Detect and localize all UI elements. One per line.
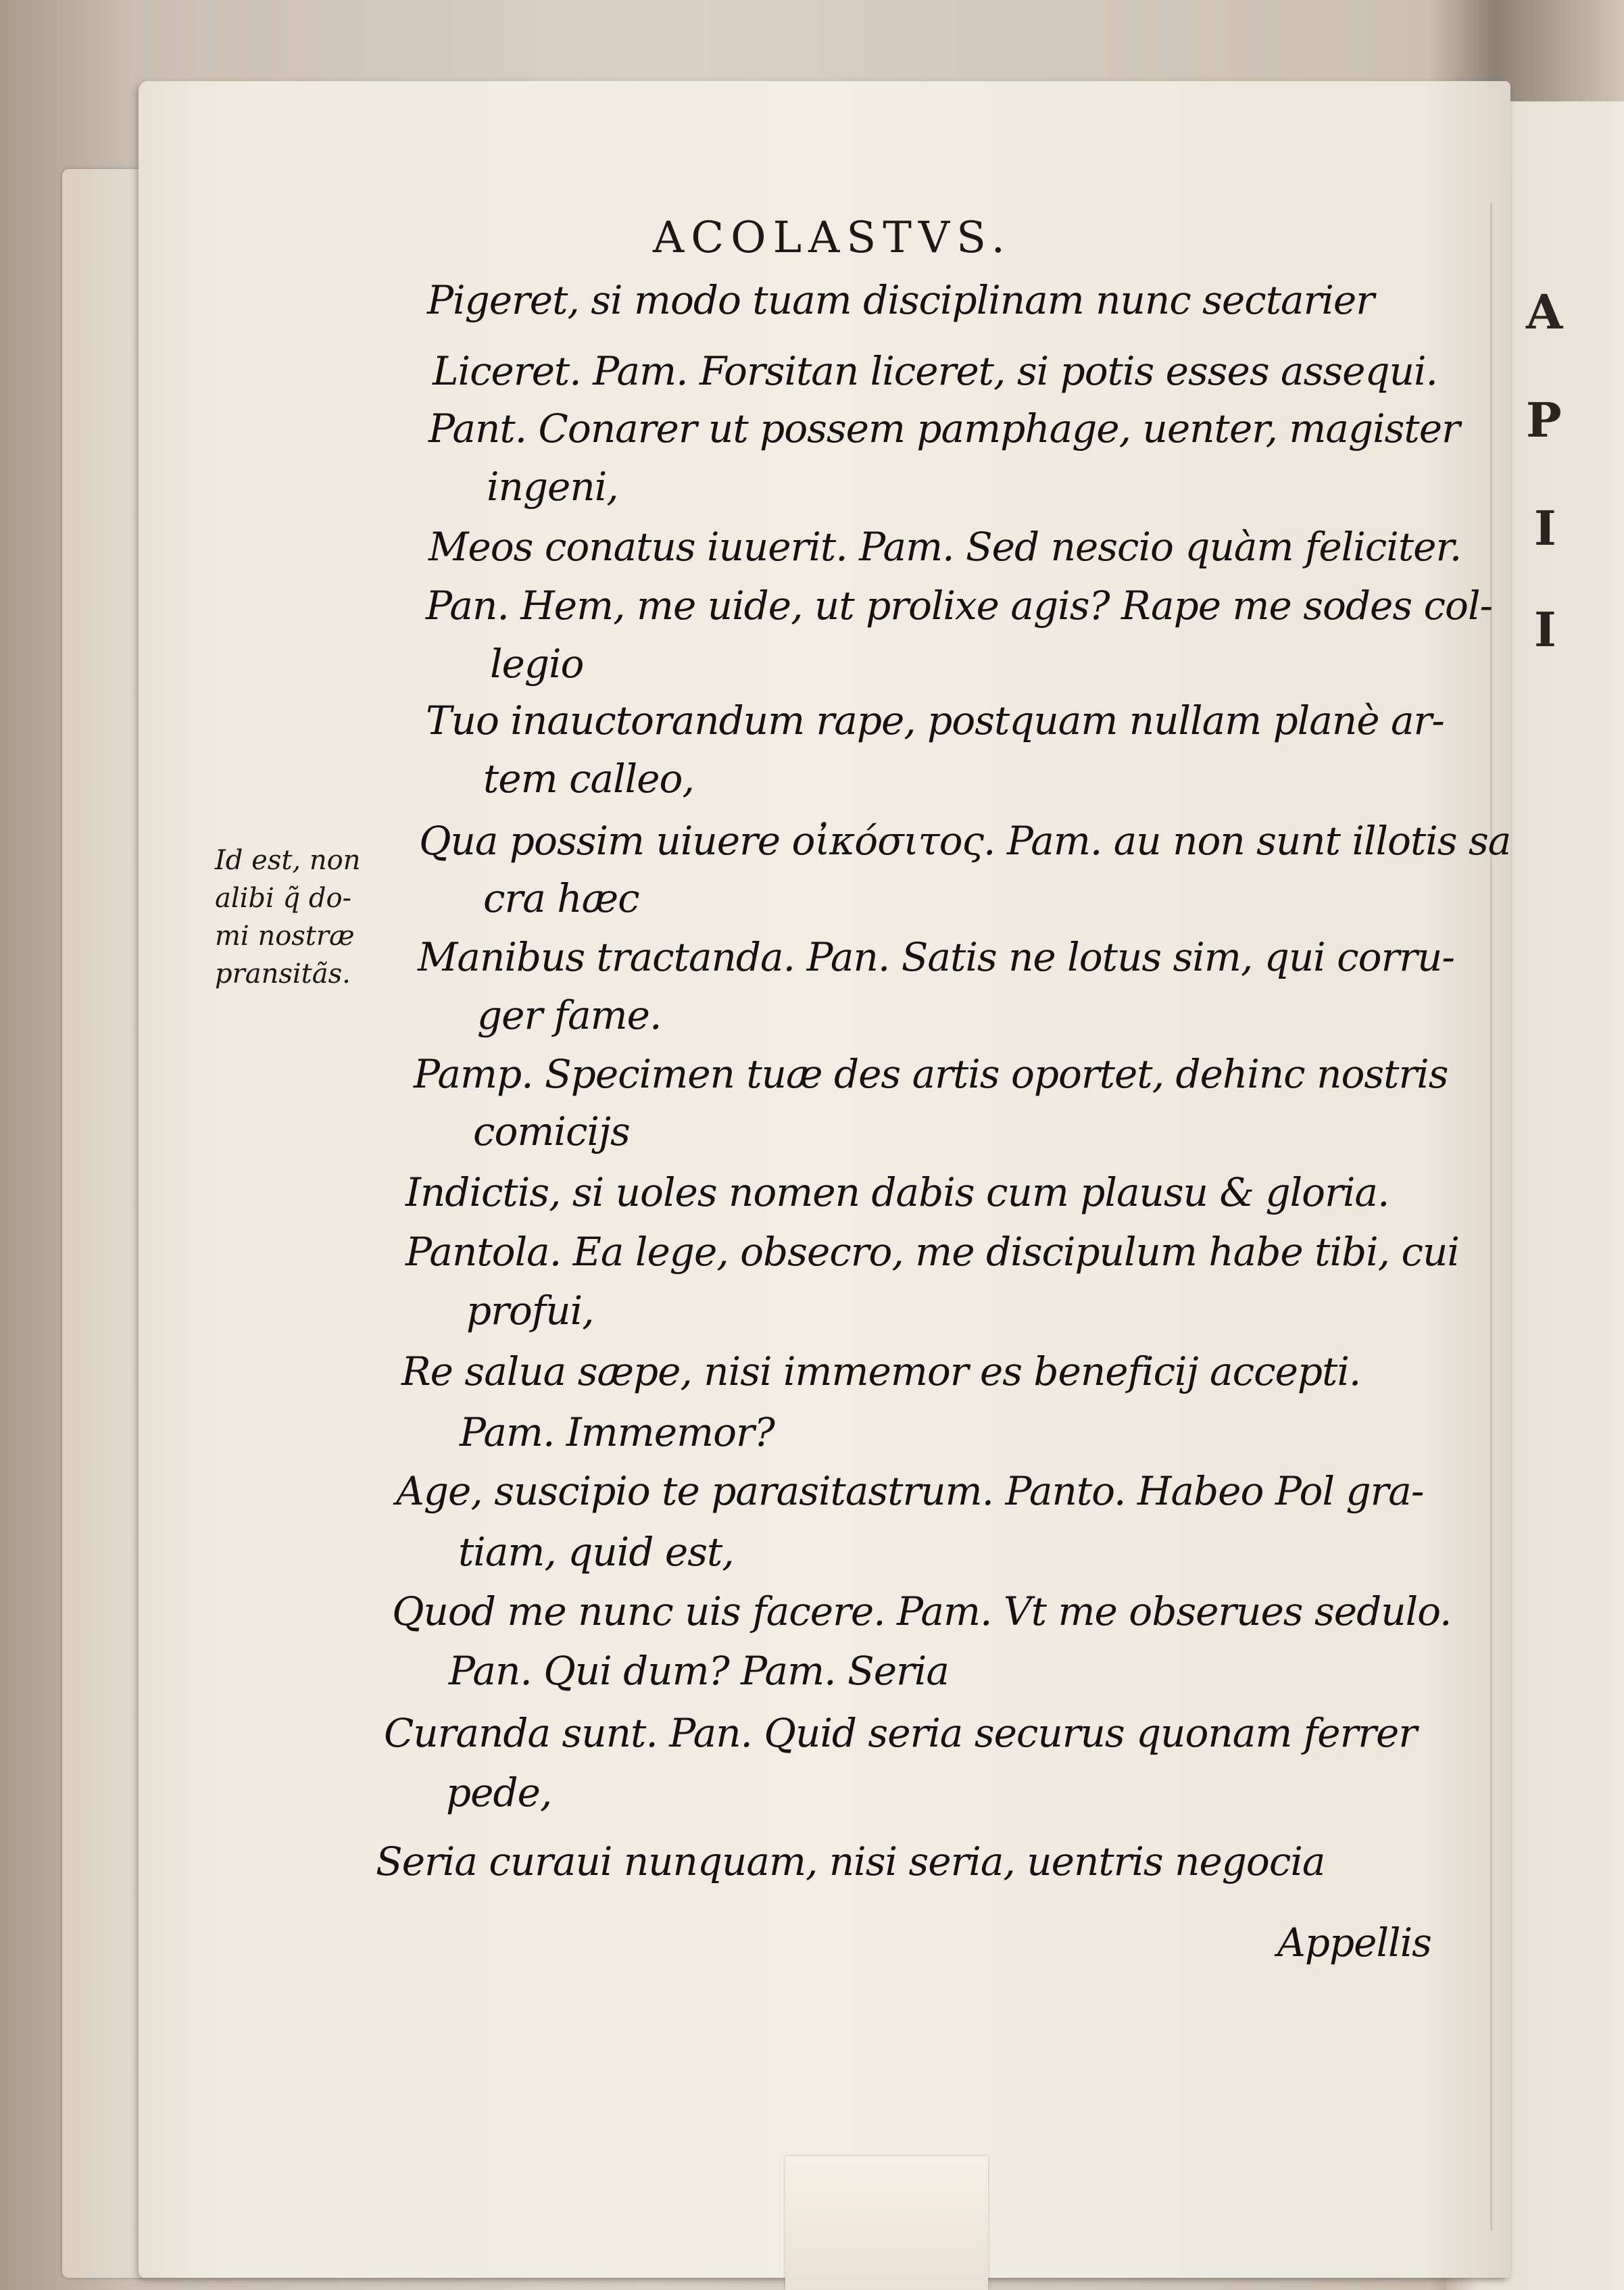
text-line: cra hæc	[483, 875, 639, 921]
text-line: ger fame.	[477, 992, 662, 1038]
text-line: tiam, quid est,	[458, 1529, 734, 1575]
text-line: Pant. Conarer ut possem pamphage, uenter, magister	[428, 406, 1460, 452]
facing-page-fragment: I	[1534, 500, 1556, 556]
text-line: Pan. Qui dum? Pam. Seria	[449, 1648, 949, 1694]
catchword: Appellis	[1277, 1920, 1431, 1966]
facing-page-fragment: A	[1526, 284, 1563, 340]
text-line: Re salua sæpe, nisi immemor es beneficij accepti.	[401, 1348, 1361, 1394]
text-line: Pam. Immemor?	[460, 1409, 774, 1455]
text-line: pede,	[446, 1770, 552, 1816]
page-edge	[1490, 203, 1492, 2231]
margin-note-line: Id est, non	[215, 845, 361, 876]
facing-page-fragment: I	[1534, 602, 1556, 658]
text-line: Manibus tractanda. Pan. Satis ne lotus sim, qui corru-	[418, 934, 1454, 980]
text-line: Pan. Hem, me uide, ut prolixe agis? Rape me sodes col-	[426, 583, 1493, 629]
text-line: tem calleo,	[483, 756, 694, 802]
text-line: Age, suscipio te parasitastrum. Panto. Habeo Pol gra-	[396, 1468, 1424, 1514]
text-line: Tuo inauctorandum rape, postquam nullam planè ar-	[426, 698, 1444, 744]
margin-note-line: mi nostræ	[215, 921, 355, 952]
text-line: ingeni,	[487, 464, 618, 510]
text-line: profui,	[466, 1288, 594, 1334]
text-line: Seria curaui nunquam, nisi seria, uentris negocia	[376, 1838, 1325, 1884]
text-line: Liceret. Pam. Forsitan liceret, si potis esses assequi.	[433, 348, 1437, 394]
running-head: ACOLASTVS.	[652, 213, 1012, 263]
text-line: Quod me nunc uis facere. Pam. Vt me obserues sedulo.	[392, 1588, 1452, 1634]
paper-tab	[785, 2156, 988, 2290]
text-line: comicijs	[473, 1109, 630, 1154]
text-line: Qua possim uiuere οἰκόσιτος. Pam. au non sunt illotis sa	[419, 818, 1511, 864]
text-line: Indictis, si uoles nomen dabis cum plausu & gloria.	[405, 1169, 1389, 1215]
text-line: Pantola. Ea lege, obsecro, me discipulum habe tibi, cui	[405, 1229, 1459, 1275]
text-line: Pamp. Specimen tuæ des artis oportet, dehinc nostris	[414, 1051, 1448, 1097]
text-line: Meos conatus iuuerit. Pam. Sed nescio quàm feliciter.	[428, 524, 1462, 570]
text-line: legio	[490, 641, 584, 687]
margin-note-line: alibi q̃ do-	[215, 883, 352, 914]
margin-note	[215, 842, 360, 993]
margin-note-line: pransitãs.	[215, 958, 351, 990]
facing-page-fragment: P	[1526, 392, 1562, 448]
text-line: Pigeret, si modo tuam disciplinam nunc sectarier	[427, 277, 1374, 323]
text-line: Curanda sunt. Pan. Quid seria securus quonam ferrer	[384, 1710, 1417, 1756]
